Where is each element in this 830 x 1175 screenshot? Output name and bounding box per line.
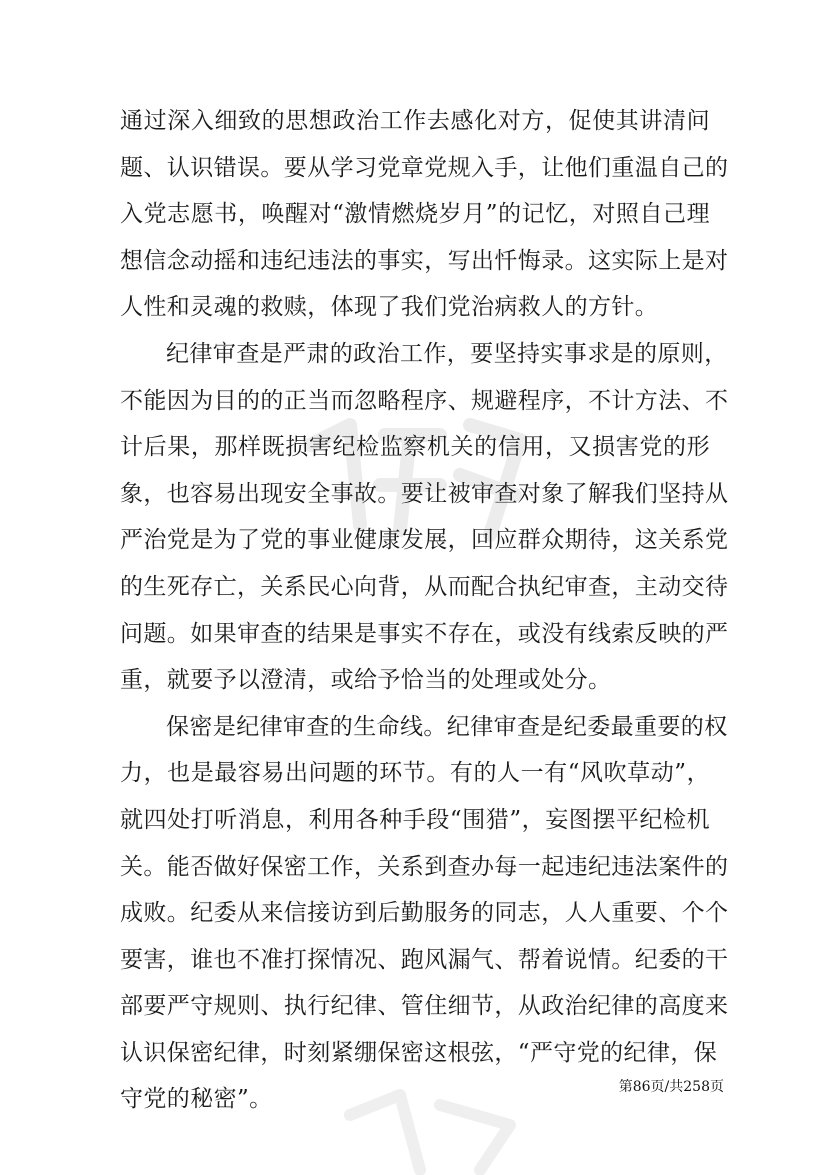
text-line: 要害，谁也不准打探情况、跑风漏气、帮着说情。纪委的干 [120,946,729,973]
text-line: 想信念动摇和违纪违法的事实，写出忏悔录。这实际上是对 [120,247,729,274]
text-line: 不能因为目的的正当而忽略程序、规避程序，不计方法、不 [120,387,729,414]
text-line: 重，就要予以澄清，或给予恰当的处理或处分。 [120,667,612,694]
paragraph-start-line: 纪律审查是严肃的政治工作，要坚持实事求是的原则， [166,340,728,367]
text-line: 象，也容易出现安全事故。要让被审查对象了解我们坚持从 [120,480,729,507]
body-text [120,98,729,1123]
text-line: 成败。纪委从来信接访到后勤服务的同志，人人重要、个个 [120,900,729,927]
text-line: 的生死存亡，关系民心向背，从而配合执纪审查，主动交待 [120,573,729,600]
text-line: 守党的秘密”。 [120,1086,273,1113]
text-line: 通过深入细致的思想政治工作去感化对方，促使其讲清问 [120,108,710,134]
text-line: 关。能否做好保密工作，关系到查办每一起违纪违法案件的 [120,853,729,880]
text-line: 力，也是最容易出问题的环节。有的人一有“风吹草动”， [120,760,710,787]
text-line: 认识保密纪律，时刻紧绷保密这根弦，“严守党的纪律，保 [120,1039,718,1066]
text-line: 严治党是为了党的事业健康发展，回应群众期待，这关系党 [120,527,729,554]
text-line: 入党志愿书，唤醒对“激情燃烧岁月”的记忆，对照自己理 [120,201,710,228]
text-line: 问题。如果审查的结果是事实不存在，或没有线索反映的严 [120,620,729,647]
page-number: 第86页/共258页 [618,1079,724,1095]
text-line: 计后果，那样既损害纪检监察机关的信用，又损害党的形 [120,434,710,461]
text-line: 题、认识错误。要从学习党章党规入手，让他们重温自己的 [120,154,729,181]
text-line: 部要严守规则、执行纪律、管住细节，从政治纪律的高度来 [120,993,729,1020]
paragraph-start-line: 保密是纪律审查的生命线。纪律审查是纪委最重要的权 [166,713,728,740]
text-line: 就四处打听消息，利用各种手段“围猎”，妄图摆平纪检机 [120,806,710,833]
text-line: 人性和灵魂的救赎，体现了我们党治病救人的方针。 [120,294,659,321]
